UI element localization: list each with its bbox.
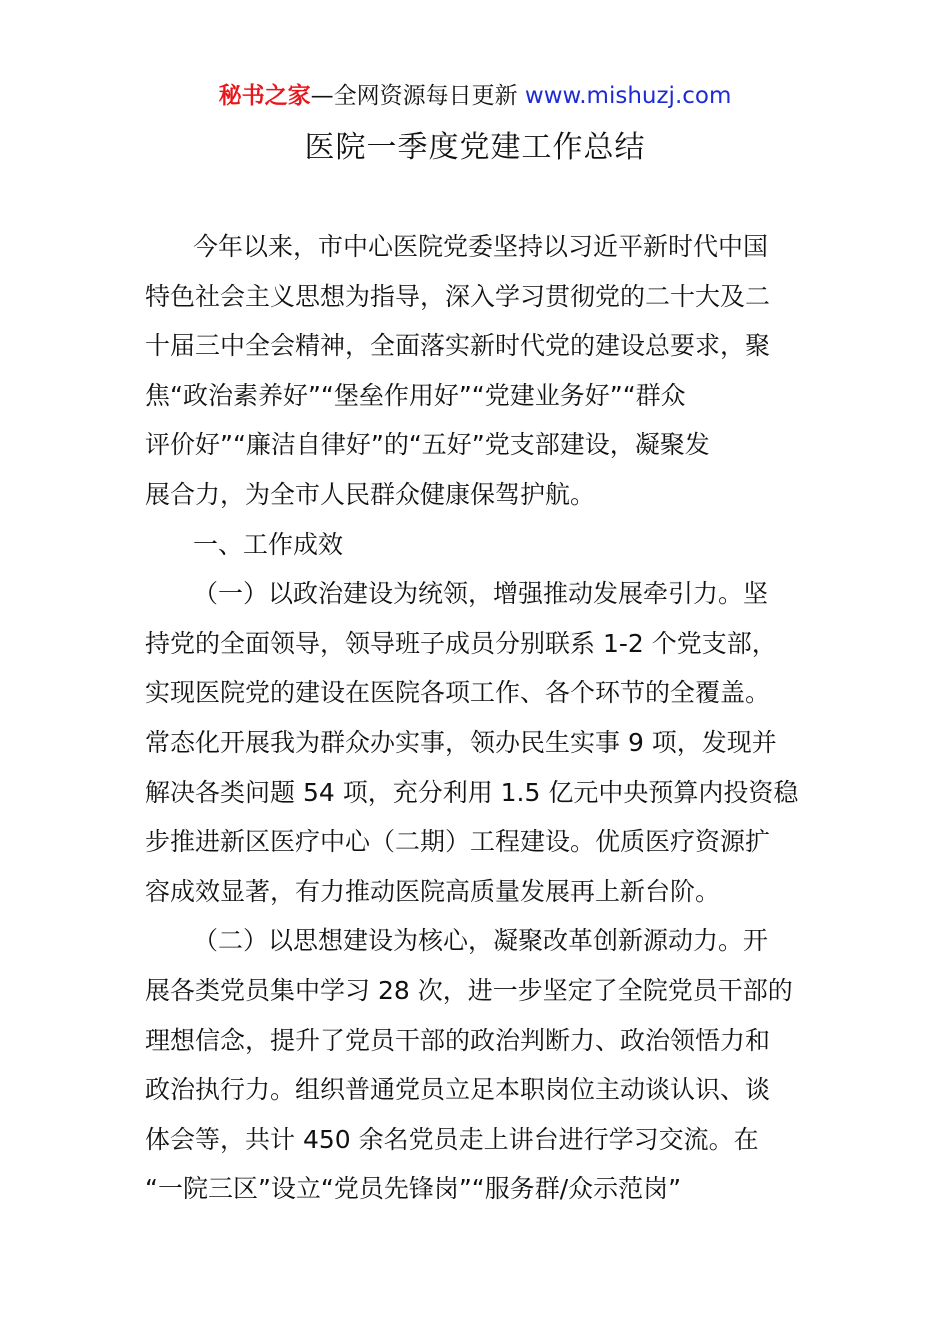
- paragraph-line: “一院三区”设立“党员先锋岗”“服务群/众示范岗”: [145, 1174, 682, 1204]
- paragraph-line: 焦“政治素养好”“堡垒作用好”“党建业务好”“群众: [145, 380, 686, 410]
- paragraph-line: 特色社会主义思想为指导，深入学习贯彻党的二十大及二: [145, 281, 771, 311]
- paragraph-line: 评价好”“廉洁自律好”的“五好”党支部建设，凝聚发: [145, 430, 710, 460]
- document-title: 医院一季度党建工作总结: [304, 130, 646, 165]
- paragraph-line: 政治执行力。组织普通党员立足本职岗位主动谈认识、谈: [145, 1075, 771, 1105]
- paragraph-line: 持党的全面领导，领导班子成员分别联系 1-2 个党支部，: [145, 628, 777, 658]
- site-header: [0, 80, 950, 112]
- paragraph-line: （二）以思想建设为核心，凝聚改革创新源动力。开: [193, 926, 769, 956]
- paragraph-line: 体会等，共计 450 余名党员走上讲台进行学习交流。在: [145, 1124, 759, 1154]
- paragraph-line: 今年以来，市中心医院党委坚持以习近平新时代中国: [193, 232, 769, 261]
- paragraph-line: 十届三中全会精神，全面落实新时代党的建设总要求，聚: [145, 331, 771, 361]
- paragraph-line: 理想信念，提升了党员干部的政治判断力、政治领悟力和: [145, 1025, 771, 1055]
- paragraph-line: 实现医院党的建设在医院各项工作、各个环节的全覆盖。: [145, 678, 771, 708]
- paragraph-line: 常态化开展我为群众办实事，领办民生实事 9 项，发现并: [145, 727, 777, 757]
- section-heading: 一、工作成效: [193, 529, 344, 559]
- paragraph-line: 展合力，为全市人民群众健康保驾护航。: [145, 479, 596, 509]
- site-slogan: —全网资源每日更新: [310, 83, 525, 109]
- paragraph-line: 步推进新区医疗中心（二期）工程建设。优质医疗资源扩: [145, 827, 771, 857]
- paragraph-line: 容成效显著，有力推动医院高质量发展再上新台阶。: [145, 876, 721, 906]
- site-brand: 秘书之家: [218, 83, 311, 109]
- document-body: [145, 222, 811, 1214]
- site-url-link[interactable]: www.mishuzj.com: [524, 83, 732, 109]
- paragraph-line: 解决各类问题 54 项，充分利用 1.5 亿元中央预算内投资稳: [145, 777, 799, 807]
- paragraph-line: 展各类党员集中学习 28 次，进一步坚定了全院党员干部的: [145, 975, 793, 1005]
- paragraph-line: （一）以政治建设为统领，增强推动发展牵引力。坚: [193, 579, 769, 609]
